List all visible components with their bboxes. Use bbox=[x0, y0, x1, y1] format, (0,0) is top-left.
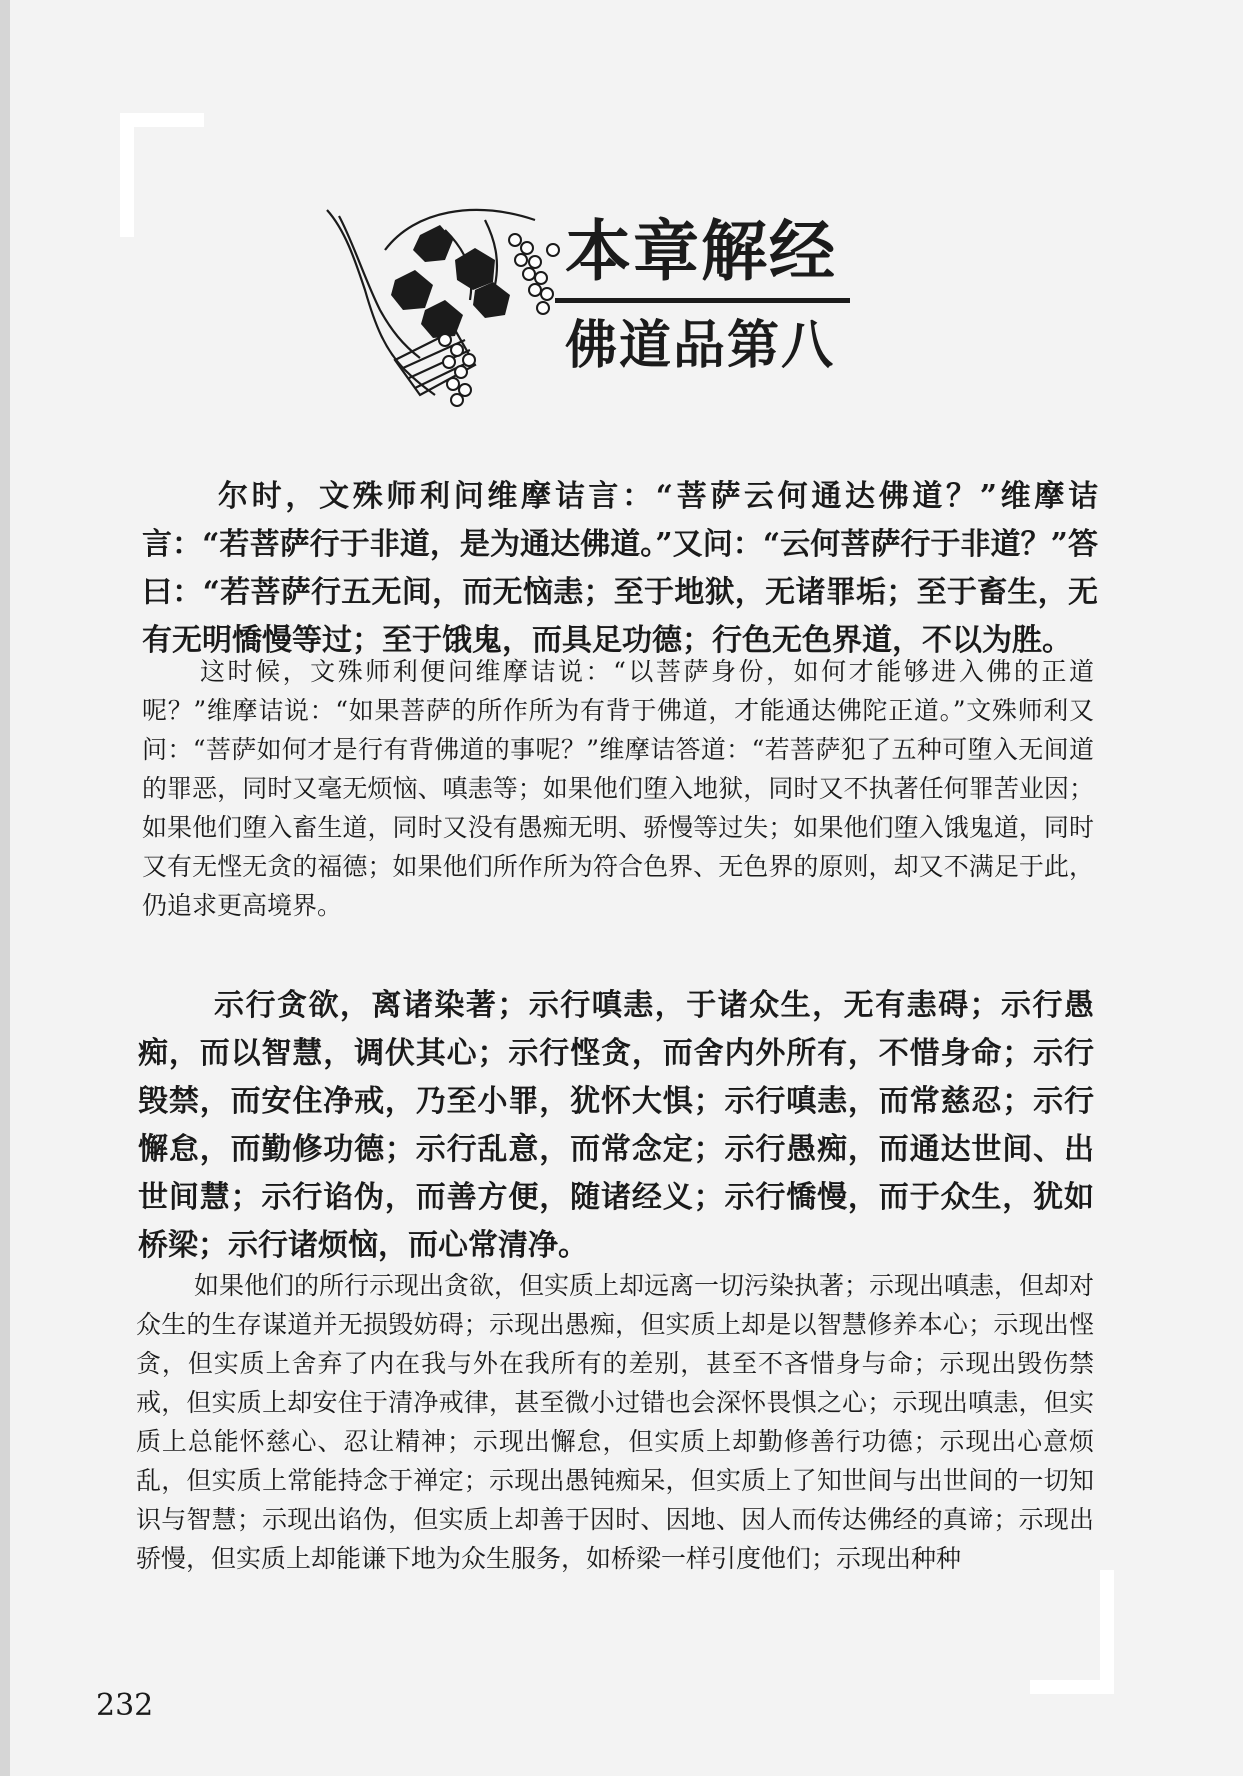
page-number: 232 bbox=[96, 1688, 154, 1723]
book-page bbox=[10, 0, 1243, 1776]
sutra-paragraph-2: 示行贪欲，离诸染著；示行嗔恚，于诸众生，无有恚碍；示行愚痴，而以智慧，调伏其心；示行悭贪，而舍内外所有，不惜身命；示行毁禁，而安住净戒，乃至小罪，犹怀大惧；示行嗔恚，而常慈忍；示行懈怠，而勤修功德；示行乱意，而常念定；示行愚痴，而通达世间、出世间慧；示行谄伪，而善方便，随诸经义；示行憍慢，而于众生，犹如桥梁；示行诸烦恼，而心常清净。 bbox=[138, 988, 1094, 1263]
sutra-paragraph-1: 尔时，文殊师利问维摩诘言：“菩萨云何通达佛道？”维摩诘言：“若菩萨行于非道，是为通达佛道。”又问：“云何菩萨行于非道？”答曰：“若菩萨行五无间，而无恼恚；至于地狱，无诸罪垢；至于畜生，无有无明憍慢等过；至于饿鬼，而具足功德；行色无色界道，不以为胜。 bbox=[142, 479, 1098, 658]
chapter-subtitle: 佛道品第八 bbox=[565, 316, 836, 376]
corner-bracket-top-left bbox=[120, 113, 204, 237]
grapevine-hand-icon bbox=[325, 190, 565, 410]
translation-paragraph-2: 如果他们的所行示现出贪欲，但实质上却远离一切污染执著；示现出嗔恚，但却对众生的生存谋道并无损毁妨碍；示现出愚痴，但实质上却是以智慧修养本心；示现出悭贪，但实质上舍弃了内在我与外在我所有的差别，甚至不吝惜身与命；示现出毁伤禁戒，但实质上却安住于清净戒律，甚至微小过错也会深怀畏惧之心；示现出嗔恚，但实质上总能怀慈心、忍让精神；示现出懈怠，但实质上却勤修善行功德；示现出心意烦乱，但实质上常能持念于禅定；示现出愚钝痴呆，但实质上了知世间与出世间的一切知识与智慧；示现出谄伪，但实质上却善于因时、因地、因人而传达佛经的真谛；示现出骄慢，但实质上却能谦下地为众生服务，如桥梁一样引度他们；示现出种种 bbox=[136, 1271, 1095, 1573]
chapter-heading bbox=[565, 212, 865, 379]
chapter-title: 本章解经 bbox=[565, 213, 837, 290]
title-divider bbox=[555, 298, 850, 303]
corner-bracket-bottom-right bbox=[1030, 1570, 1114, 1694]
translation-paragraph-1: 这时候，文殊师利便问维摩诘说：“以菩萨身份，如何才能够进入佛的正道呢？”维摩诘说：“如果菩萨的所作所为有背于佛道，才能通达佛陀正道。”文殊师利又问：“菩萨如何才是行有背佛道的事呢？”维摩诘答道：“若菩萨犯了五种可堕入无间道的罪恶，同时又毫无烦恼、嗔恚等；如果他们堕入地狱，同时又不执著任何罪苦业因；如果他们堕入畜生道，同时又没有愚痴无明、骄慢等过失；如果他们堕入饿鬼道，同时又有无悭无贪的福德；如果他们所作所为符合色界、无色界的原则，却又不满足于此，仍追求更高境界。 bbox=[142, 657, 1094, 920]
